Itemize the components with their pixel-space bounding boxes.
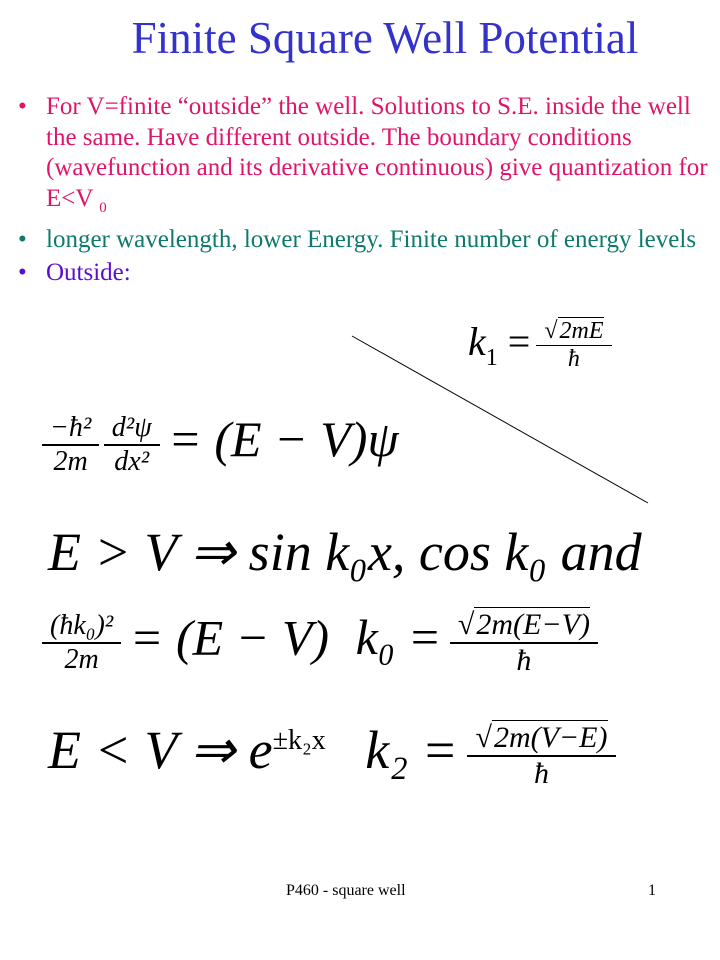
k1-equation: $k_1$ = $\frac{√2mE}{ħ}$: [468, 318, 608, 373]
schrodinger-equation: $\frac{\text{−ħ²}}{2m}$ $\frac{\text{d²ψ}}{\text{dx²}}$ = (E − V)ψ: [46, 410, 399, 478]
slide-title: Finite Square Well Potential: [131, 13, 639, 63]
bullet-dot: •: [18, 226, 27, 253]
slide-footer: P460 - square well: [286, 882, 406, 899]
bullet-item: • Outside:: [18, 258, 718, 289]
bullet-dot: •: [18, 258, 27, 286]
e-greater-v-equation: E > V ⇒ sin k₀x, cos k₀ and: [48, 522, 642, 582]
k0-equation: $\frac{\text{(ħk₀)²}}{2m}$ = (E − V) k₀ = $\frac{√2m(E-V)}{ħ}$: [46, 608, 594, 678]
bullet-item: • longer wavelength, lower Energy. Finite number of energy levels: [18, 225, 718, 256]
e-less-v-equation: E < V ⇒ $e^{\pm k_2x}$ k₂ = $\frac{√2m(V-E)}{ħ}$: [48, 718, 612, 791]
bullet-dot: •: [18, 93, 27, 120]
bullet-item: • For V=finite “outside” the well. Solutions to S.E. inside the well the same. Have different outside. The boundary conditions (wavefunction and its derivative continuous) give quantization for E<V $_0$: [18, 93, 708, 216]
page-number: 1: [648, 882, 656, 899]
